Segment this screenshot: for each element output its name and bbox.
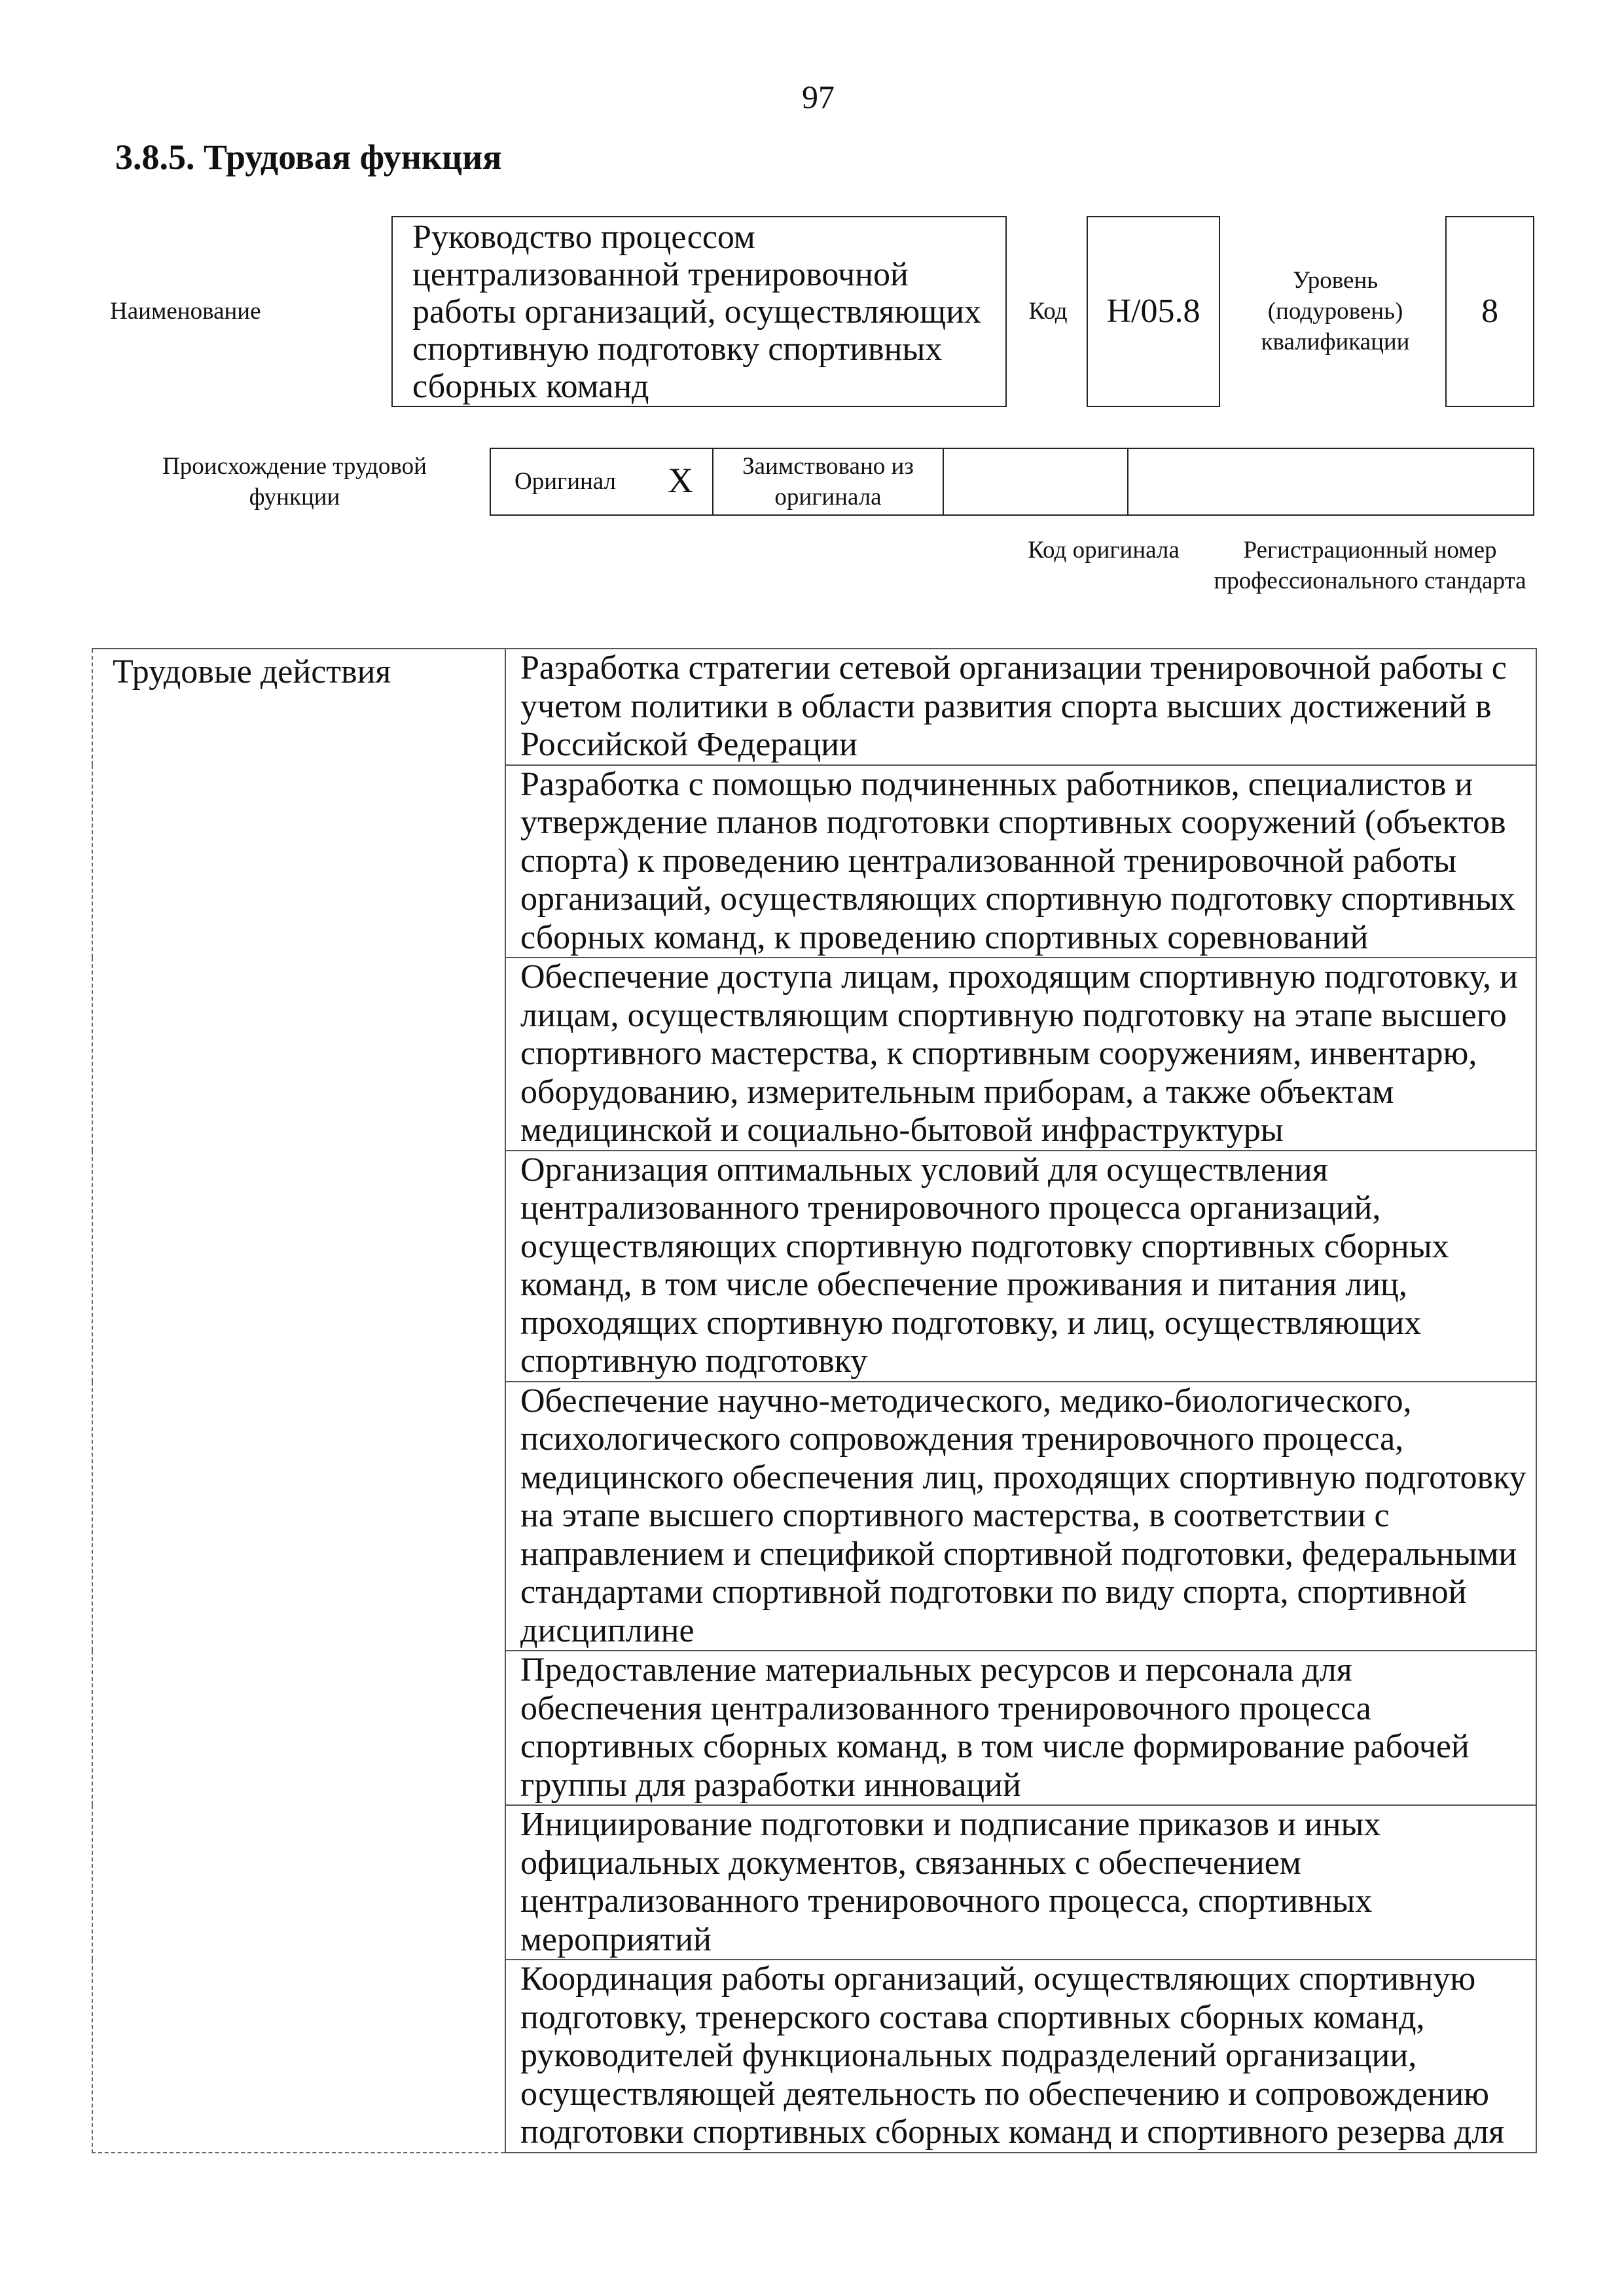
reg-number-cell	[1128, 449, 1533, 514]
labor-actions-heading-cell	[92, 649, 505, 2153]
borrowed-label: Заимствовано из оригинала	[742, 453, 914, 511]
labor-action-item: Обеспечение научно-методического, медико-биологического, психологического сопровождения тренировочного процесса, медицинского обеспечения лиц, проходящих спортивную подготовку на этапе высшего спортивного мастерства, в соответствии с направлением и спецификой спортивной подготовки, федеральными стандартами спортивной подготовки по виду спорта, спортивной дисциплине	[505, 1382, 1536, 1651]
labor-action-item: Обеспечение доступа лицам, проходящим спортивную подготовку, и лицам, осуществляющим спортивную подготовку на этапе высшего спортивного мастерства, к спортивным сооружениям, инвентарю, оборудованию, измерительным приборам, а также объектам медицинской и социально-бытовой инфраструктуры	[505, 958, 1536, 1151]
level-value-box	[1445, 216, 1534, 407]
name-label: Наименование	[110, 298, 261, 325]
section-title: 3.8.5. Трудовая функция	[115, 137, 502, 177]
labor-actions-table	[92, 648, 1537, 2153]
level-label: Уровень (подуровень) квалификации	[1261, 266, 1410, 355]
labor-actions-heading: Трудовые действия	[113, 653, 391, 691]
origin-table	[490, 448, 1534, 516]
labor-action-item: Разработка стратегии сетевой организации тренировочной работы с учетом политики в области развития спорта высших достижений в Российской Федерации	[505, 649, 1536, 765]
original-mark: X	[668, 461, 693, 500]
function-name-box	[391, 216, 1007, 407]
code-original-caption: Код оригинала	[1028, 536, 1180, 564]
reg-number-caption: Регистрационный номер профессионального стандарта	[1214, 537, 1526, 594]
labor-action-item: Организация оптимальных условий для осуществления централизованного тренировочного процесса организаций, осуществляющих спортивную подготовку спортивных сборных команд, в том числе обеспечение проживания и питания лиц, проходящих спортивную подготовку, и лиц, осуществляющих спортивную подготовку	[505, 1151, 1536, 1382]
original-label: Оригинал	[514, 468, 617, 495]
page-number: 97	[802, 79, 835, 115]
origin-label: Происхождение трудовой функции	[162, 453, 427, 511]
function-name-text: Руководство процессом централизованной тренировочной работы организаций, осуществляющих спортивную подготовку спортивных сборных команд	[412, 219, 982, 405]
labor-action-item: Предоставление материальных ресурсов и персонала для обеспечения централизованного тренировочного процесса спортивных сборных команд, в том числе формирование рабочей группы для разработки инноваций	[505, 1651, 1536, 1805]
labor-action-item: Инициирование подготовки и подписание приказов и иных официальных документов, связанных с обеспечением централизованного тренировочного процесса, спортивных мероприятий	[505, 1805, 1536, 1960]
code-label: Код	[1028, 297, 1068, 325]
code-original-cell	[944, 449, 1127, 514]
code-value-box	[1087, 216, 1220, 407]
labor-action-item: Разработка с помощью подчиненных работников, специалистов и утверждение планов подготовки спортивных сооружений (объектов спорта) к проведению централизованной тренировочной работы организаций, осуществляющих спортивную подготовку спортивных сборных команд, к проведению спортивных соревнований	[505, 765, 1536, 958]
labor-action-item: Координация работы организаций, осуществляющих спортивную подготовку, тренерского состава спортивных сборных команд, руководителей функциональных подразделений организации, осуществляющей деятельность по обеспечению и сопровождению подготовки спортивных сборных команд и спортивного резерва для	[505, 1960, 1536, 2153]
code-value: H/05.8	[1106, 293, 1200, 330]
level-value: 8	[1481, 293, 1498, 330]
